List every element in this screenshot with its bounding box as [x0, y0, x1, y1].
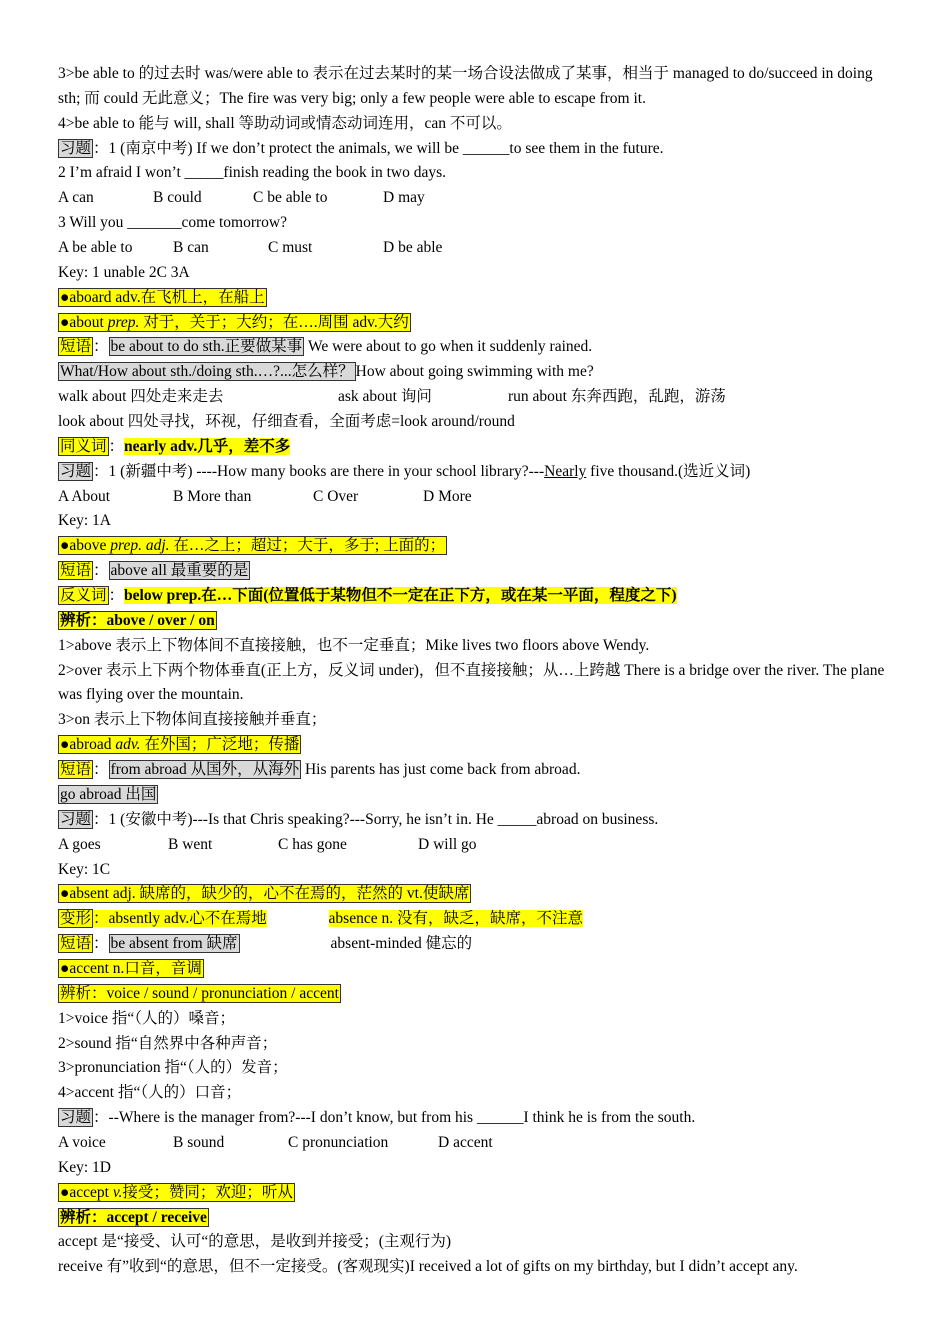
text-line: 3>be able to 的过去时 was/were able to 表示在过去某时的某一场合设法做成了某事，相当于 managed to do/succeed in doing sth; 而 could 无此意义；The fire was very big; only a few people were able to escape from it.	[58, 65, 873, 107]
synonym-line: 同义词 ：nearly adv.几乎，差不多	[60, 437, 291, 455]
phrase-tag: 短语	[60, 935, 92, 953]
option: A voice	[58, 1133, 106, 1151]
entry-line	[58, 957, 898, 982]
text-line: 2>sound 指“自然界中各种声音；	[58, 1034, 278, 1052]
text-line: 1>above 表示上下物体间不直接接触，也不一定垂直；Mike lives two floors above Wendy.	[58, 636, 650, 654]
entry-line	[58, 1181, 898, 1206]
form-line: 变形 ：absently adv.心不在焉地 absence n. 没有，缺乏，缺席，不注意	[60, 910, 583, 928]
phrase-line: 短语 ： from abroad 从国外，从海外 His parents has just come back from abroad.	[60, 761, 581, 779]
phrase: What/How about sth./doing sth.…?...怎么样？	[60, 363, 354, 381]
phrase-tag: 短语	[60, 338, 92, 356]
option: C has gone	[278, 835, 347, 853]
exercise-tag: 习题	[60, 139, 92, 157]
option: A can	[58, 189, 94, 207]
entry-absent: ●absent adj. 缺席的，缺少的，心不在焉的，茫然的 vt.使缺席	[60, 885, 470, 903]
exercise-line: 习题 ：1 (安徽中考)---Is that Chris speaking?---Sorry, he isn’t in. He _____abroad on business.	[60, 810, 659, 828]
options-line	[58, 833, 898, 858]
option: D accent	[438, 1133, 493, 1151]
option: B could	[153, 189, 202, 207]
text-line: 4>accent 指“（人的）口音；	[58, 1084, 242, 1102]
analysis-line	[58, 1206, 898, 1231]
exercise-line: 习题 ：1 (南京中考) If we don’t protect the animals, we will be ______to see them in the future.	[60, 139, 664, 157]
option: C be able to	[253, 189, 328, 207]
form-word: absence n. 没有，缺乏，缺席，不注意	[328, 910, 583, 928]
text-line: 1>voice 指“（人的）嗓音；	[58, 1009, 236, 1027]
answer-key: Key: 1C	[58, 860, 111, 878]
exercise-tag: 习题	[60, 1109, 92, 1127]
phrase-line: 短语 ： above all 最重要的是	[60, 562, 249, 580]
option: C Over	[313, 487, 359, 505]
option: B went	[168, 835, 213, 853]
option: D More	[423, 487, 472, 505]
phrase-tag: 短语	[60, 562, 92, 580]
options-line	[58, 186, 898, 211]
synonym: nearly adv.几乎，差不多	[124, 437, 291, 455]
entry-about: ●about prep. 对于，关于；大约；在….周围 adv.大约	[60, 313, 409, 331]
document-page	[58, 62, 898, 1280]
answer-key: Key: 1 unable 2C 3A	[58, 263, 190, 281]
text-line: 3>pronunciation 指“（人的）发音；	[58, 1059, 288, 1077]
option: B can	[173, 239, 209, 257]
option: A goes	[58, 835, 101, 853]
entry-line	[58, 286, 898, 311]
option: A About	[58, 487, 111, 505]
phrase-line: 短语 ： be absent from 缺席 absent-minded 健忘的	[60, 935, 473, 953]
entry-abroad: ●abroad adv. 在外国；广泛地；传播	[60, 736, 300, 754]
analysis-tag: 辨析：accept / receive	[60, 1208, 207, 1226]
form-word: absently adv.心不在焉地	[108, 910, 267, 928]
answer-key: Key: 1A	[58, 512, 111, 530]
option: D will go	[418, 835, 477, 853]
antonym-line: 反义词 ：below prep.在…下面(位置低于某物但不一定在正下方，或在某一平面，程度之下)	[60, 587, 677, 605]
text-line: 3>on 表示上下物体间直接接触并垂直；	[58, 711, 327, 729]
text-line: accept 是“接受、认可“的意思，是收到并接受；(主观行为)	[58, 1233, 452, 1251]
exercise-tag: 习题	[60, 462, 92, 480]
phrase-line	[58, 783, 898, 808]
text-line: 4>be able to 能与 will, shall 等助动词或情态动词连用，can 不可以。	[58, 114, 512, 132]
antonym: below prep.在…下面(位置低于某物但不一定在正下方，或在某一平面，程度之下)	[124, 587, 677, 605]
option: C must	[268, 239, 313, 257]
option: D be able	[383, 239, 443, 257]
phrase: from abroad 从国外，从海外	[110, 761, 300, 779]
entry-accent: ●accent n.口音，音调	[60, 959, 202, 977]
phrase: be about to do sth.正要做某事	[110, 338, 303, 356]
option: A be able to	[58, 239, 133, 257]
entry-line	[58, 311, 898, 336]
text-line: receive 有”收到“的意思，但不一定接受。(客观现实)I received a lot of gifts on my birthday, but I didn’t accept any.	[58, 1258, 798, 1276]
entry-above: ●above prep. adj. 在…之上；超过；大于，多于; 上面的；	[60, 537, 446, 555]
analysis-tag: 辨析：above / over / on	[60, 611, 215, 629]
exercise-line: 3 Will you _______come tomorrow?	[58, 214, 287, 232]
exercise-line: 习题 ：1 (新疆中考) ----How many books are there in your school library?---Nearly five thousand.(选近义词)	[60, 462, 751, 480]
form-tag: 变形	[60, 910, 92, 928]
analysis-tag: 辨析：voice / sound / pronunciation / accent	[60, 984, 339, 1002]
answer-key: Key: 1D	[58, 1158, 111, 1176]
synonym-tag: 同义词	[60, 437, 107, 455]
phrase: above all 最重要的是	[110, 562, 249, 580]
phrase-line: What/How about sth./doing sth.…?...怎么样？ How about going swimming with me?	[60, 363, 594, 381]
phrase-line: 短语 ： be about to do sth.正要做某事 We were about to go when it suddenly rained.	[60, 338, 593, 356]
analysis-line	[58, 982, 898, 1007]
entry-line	[58, 733, 898, 758]
phrase-tag: 短语	[60, 761, 92, 779]
entry-aboard: ●aboard adv.在飞机上，在船上	[60, 288, 265, 306]
option: B sound	[173, 1133, 225, 1151]
entry-accept: ●accept v.接受；赞同；欢迎；听从	[60, 1183, 293, 1201]
phrase-line: walk about 四处走来走去 ask about 询问 run about 东奔西跑，乱跑，游荡	[58, 388, 726, 406]
options-line	[58, 236, 898, 261]
entry-line	[58, 534, 898, 559]
option: D may	[383, 189, 425, 207]
options-line	[58, 485, 898, 510]
option: C pronunciation	[288, 1133, 389, 1151]
exercise-line: 2 I’m afraid I won’t _____finish reading the book in two days.	[58, 164, 446, 182]
exercise-line: 习题 ：--Where is the manager from?---I don’t know, but from his ______I think he is from the south.	[60, 1109, 696, 1127]
antonym-tag: 反义词	[60, 587, 107, 605]
options-line	[58, 1131, 898, 1156]
text-line: 2>over 表示上下两个物体垂直(正上方，反义词 under)，但不直接接触；从…上跨越 There is a bridge over the river. The plane was flying over the mountain.	[58, 661, 885, 704]
analysis-line	[58, 609, 898, 634]
exercise-tag: 习题	[60, 810, 92, 828]
phrase: be absent from 缺席	[110, 935, 238, 953]
phrase-line: look about 四处寻找，环视，仔细查看，全面考虑=look around/round	[58, 413, 515, 431]
phrase: go abroad 出国	[60, 785, 157, 803]
option: B More than	[173, 487, 252, 505]
entry-line	[58, 882, 898, 907]
